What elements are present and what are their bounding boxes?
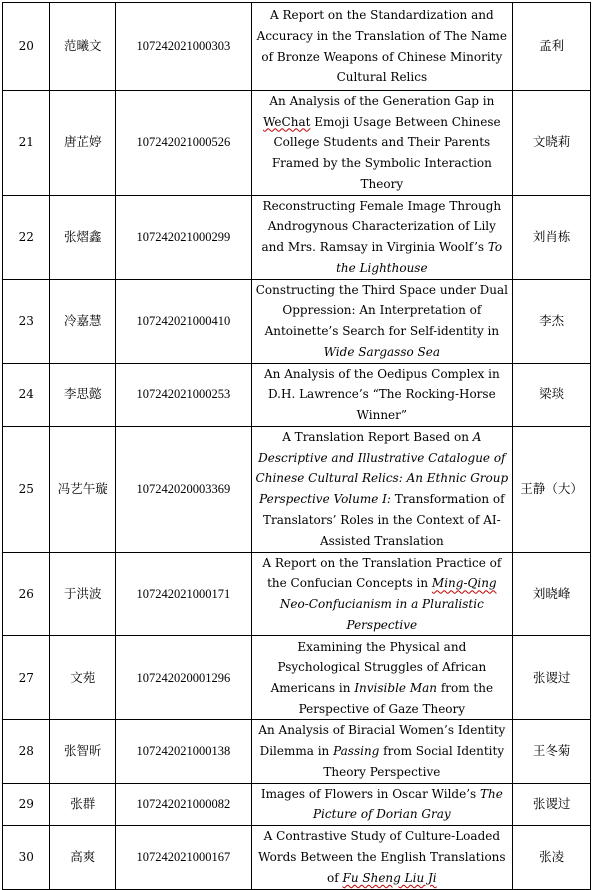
row-number: 21 xyxy=(3,91,50,196)
table-row xyxy=(3,552,591,636)
title-segment: The Picture of Dorian Gray xyxy=(312,786,503,822)
student-id: 107242021000410 xyxy=(116,279,251,363)
row-number: 28 xyxy=(3,720,50,783)
row-number: 27 xyxy=(3,636,50,720)
student-name: 李思懿 xyxy=(50,363,116,426)
student-name: 唐芷婷 xyxy=(50,91,116,196)
title-segment: A Descriptive and Illustrative Catalogue of Chinese Cultural Relics: An Ethnic Group Perspective Volume I: xyxy=(255,430,509,507)
table-row xyxy=(3,825,591,889)
title-segment: Constructing the Third Space under Dual Oppression: An Interpretation of Antoinette’s Search for Self-identity in xyxy=(255,282,508,339)
table-row xyxy=(3,195,591,279)
table-row xyxy=(3,720,591,783)
table-row xyxy=(3,279,591,363)
student-id: 107242021000303 xyxy=(116,3,251,91)
thesis-table xyxy=(2,2,591,890)
student-name: 文苑 xyxy=(50,636,116,720)
advisor-name: 李杰 xyxy=(513,279,591,363)
title-segment: Ming-Qing xyxy=(431,576,497,591)
advisor-name: 张谡过 xyxy=(513,636,591,720)
title-segment: WeChat xyxy=(263,114,311,129)
title-segment: from Social Identity Theory Perspective xyxy=(323,744,505,779)
thesis-title xyxy=(251,3,513,91)
student-id: 107242021000526 xyxy=(116,91,251,196)
student-id: 107242020001296 xyxy=(116,636,251,720)
advisor-name: 张凌 xyxy=(513,825,591,889)
thesis-title xyxy=(251,636,513,720)
thesis-title xyxy=(251,279,513,363)
row-number: 30 xyxy=(3,825,50,889)
title-segment: A Report on the Translation Practice of the Confucian Concepts in xyxy=(262,555,502,591)
title-segment: Examining the Physical and Psychological Struggles of African Americans in xyxy=(270,639,487,695)
row-number: 20 xyxy=(3,3,50,91)
advisor-name: 孟利 xyxy=(513,3,591,91)
thesis-table-body xyxy=(3,3,591,890)
advisor-name: 王静（大） xyxy=(513,426,591,552)
student-name: 范曦文 xyxy=(50,3,116,91)
student-id: 107242021000082 xyxy=(116,783,251,825)
table-row xyxy=(3,636,591,720)
title-segment: Invisible Man xyxy=(354,680,437,695)
title-segment: Fu Sheng Liu Ji xyxy=(342,870,437,885)
row-number: 22 xyxy=(3,195,50,279)
title-segment: An Analysis of the Oedipus Complex in D.H. Lawrence’s “The Rocking-Horse Winner” xyxy=(264,366,500,422)
title-segment: from the Perspective of Gaze Theory xyxy=(298,680,494,716)
thesis-title xyxy=(251,783,513,825)
table-row xyxy=(3,363,591,426)
advisor-name: 张谡过 xyxy=(513,783,591,825)
student-id: 107242021000253 xyxy=(116,363,251,426)
title-segment: Reconstructing Female Image Through Androgynous Characterization of Lily and Mrs. Ramsay in Virginia Woolf’s xyxy=(261,198,502,255)
row-number: 24 xyxy=(3,363,50,426)
advisor-name: 刘晓峰 xyxy=(513,552,591,636)
student-id: 107242021000299 xyxy=(116,195,251,279)
student-id: 107242021000167 xyxy=(116,825,251,889)
row-number: 23 xyxy=(3,279,50,363)
student-name: 冷嘉慧 xyxy=(50,279,116,363)
title-segment: Passing xyxy=(333,744,380,759)
title-segment: A Translation Report Based on xyxy=(282,430,473,445)
row-number: 29 xyxy=(3,783,50,825)
thesis-title xyxy=(251,91,513,196)
thesis-title xyxy=(251,720,513,783)
student-name: 于洪波 xyxy=(50,552,116,636)
title-segment: Wide Sargasso Sea xyxy=(323,344,441,359)
advisor-name: 文晓莉 xyxy=(513,91,591,196)
advisor-name: 王冬菊 xyxy=(513,720,591,783)
advisor-name: 刘肖栋 xyxy=(513,195,591,279)
student-id: 107242021000171 xyxy=(116,552,251,636)
student-name: 张群 xyxy=(50,783,116,825)
thesis-title xyxy=(251,552,513,636)
student-id: 107242021000138 xyxy=(116,720,251,783)
title-segment: An Analysis of the Generation Gap in xyxy=(269,94,495,108)
student-name: 高爽 xyxy=(50,825,116,889)
student-name: 张智昕 xyxy=(50,720,116,783)
thesis-title xyxy=(251,363,513,426)
title-segment: A Contrastive Study of Culture-Loaded Words Between the English Translations of xyxy=(258,829,506,885)
title-segment: Transformation of Translators’ Roles in the Context of AI-Assisted Translation xyxy=(262,492,505,548)
thesis-title xyxy=(251,426,513,552)
title-segment: Neo-Confucianism in a Pluralistic Perspective xyxy=(279,597,484,632)
table-row xyxy=(3,91,591,196)
table-row xyxy=(3,426,591,552)
title-segment: Emoji Usage Between Chinese College Students and Their Parents Framed by the Symbolic Interaction Theory xyxy=(271,114,501,191)
student-id: 107242020003369 xyxy=(116,426,251,552)
table-row xyxy=(3,783,591,825)
title-segment: To the Lighthouse xyxy=(336,240,503,275)
student-name: 张熠鑫 xyxy=(50,195,116,279)
advisor-name: 梁琰 xyxy=(513,363,591,426)
table-row xyxy=(3,3,591,91)
title-segment: A Report on the Standardization and Accuracy in the Translation of The Name of Bronze Weapons of Chinese Minority Cultural Relics xyxy=(256,8,508,85)
student-name: 冯艺午璇 xyxy=(50,426,116,552)
thesis-title xyxy=(251,825,513,889)
row-number: 26 xyxy=(3,552,50,636)
title-segment: An Analysis of Biracial Women’s Identity Dilemma in xyxy=(258,723,506,759)
thesis-title xyxy=(251,195,513,279)
title-segment: Images of Flowers in Oscar Wilde’s xyxy=(260,786,480,801)
row-number: 25 xyxy=(3,426,50,552)
